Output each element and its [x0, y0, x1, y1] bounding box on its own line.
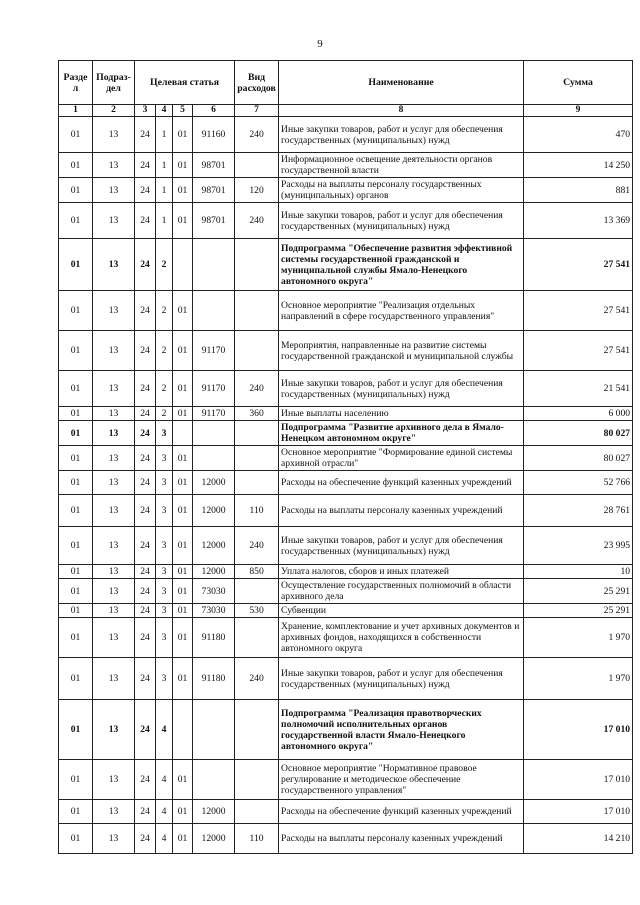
direction-cell: 91160	[193, 117, 235, 153]
subprogram-cell: 4	[156, 824, 173, 854]
subprogram-cell: 1	[156, 153, 173, 178]
expense-type-cell	[235, 471, 279, 495]
expense-type-cell	[235, 618, 279, 658]
header-row	[59, 61, 633, 105]
table-row	[59, 471, 633, 495]
expense-type-cell: 850	[235, 565, 279, 579]
name-cell: Расходы на выплаты персоналу казенных учреждений	[279, 495, 524, 527]
subprogram-cell: 3	[156, 618, 173, 658]
table-row	[59, 604, 633, 618]
expense-type-cell: 530	[235, 604, 279, 618]
header-razdel: Разде л	[59, 61, 93, 105]
direction-cell: 98701	[193, 203, 235, 239]
name-cell: Иные закупки товаров, работ и услуг для обеспечения государственных (муниципальных) нужд	[279, 658, 524, 700]
header-naimenovanie: Наименование	[279, 61, 524, 105]
podrazdel-cell: 13	[93, 471, 135, 495]
program-cell: 24	[135, 446, 156, 471]
razdel-cell: 01	[59, 291, 93, 331]
sum-cell: 1 970	[524, 618, 633, 658]
podrazdel-cell: 13	[93, 331, 135, 371]
razdel-cell: 01	[59, 604, 93, 618]
podrazdel-cell: 13	[93, 527, 135, 565]
header-vid-rashodov: Вид расходов	[235, 61, 279, 105]
subprogram-cell: 3	[156, 446, 173, 471]
program-cell: 24	[135, 824, 156, 854]
subprogram-cell: 1	[156, 117, 173, 153]
expense-type-cell	[235, 331, 279, 371]
subprogram-cell: 3	[156, 658, 173, 700]
table-row	[59, 527, 633, 565]
program-cell: 24	[135, 618, 156, 658]
sum-cell: 27 541	[524, 239, 633, 291]
col-number: 3	[135, 105, 156, 117]
subprogram-cell: 1	[156, 178, 173, 203]
activity-cell	[173, 421, 193, 446]
sum-cell: 25 291	[524, 579, 633, 604]
sum-cell: 23 995	[524, 527, 633, 565]
direction-cell: 98701	[193, 153, 235, 178]
program-cell: 24	[135, 579, 156, 604]
table-row	[59, 658, 633, 700]
sum-cell: 80 027	[524, 421, 633, 446]
subprogram-cell: 3	[156, 421, 173, 446]
razdel-cell: 01	[59, 446, 93, 471]
table-row	[59, 203, 633, 239]
program-cell: 24	[135, 153, 156, 178]
table-row	[59, 371, 633, 407]
podrazdel-cell: 13	[93, 565, 135, 579]
expense-type-cell	[235, 760, 279, 800]
col-number: 6	[193, 105, 235, 117]
expense-type-cell: 240	[235, 371, 279, 407]
direction-cell: 12000	[193, 824, 235, 854]
razdel-cell: 01	[59, 331, 93, 371]
program-cell: 24	[135, 178, 156, 203]
expense-type-cell	[235, 291, 279, 331]
col-number: 9	[524, 105, 633, 117]
razdel-cell: 01	[59, 178, 93, 203]
activity-cell: 01	[173, 604, 193, 618]
name-cell: Расходы на выплаты персоналу государственных (муниципальных) органов	[279, 178, 524, 203]
name-cell: Подпрограмма "Развитие архивного дела в Ямало-Ненецком автономном округе"	[279, 421, 524, 446]
table-body	[59, 117, 633, 854]
subprogram-cell: 3	[156, 471, 173, 495]
activity-cell: 01	[173, 153, 193, 178]
direction-cell: 73030	[193, 579, 235, 604]
name-cell: Основное мероприятие "Реализация отдельных направлений в сфере государственного управления"	[279, 291, 524, 331]
podrazdel-cell: 13	[93, 291, 135, 331]
sum-cell: 17 010	[524, 700, 633, 760]
expense-type-cell	[235, 446, 279, 471]
podrazdel-cell: 13	[93, 579, 135, 604]
name-cell: Подпрограмма "Обеспечение развития эффективной системы государственной гражданской и муниципальной службы Ямало-Ненецкого автономного округа"	[279, 239, 524, 291]
razdel-cell: 01	[59, 153, 93, 178]
activity-cell: 01	[173, 407, 193, 421]
sum-cell: 17 010	[524, 760, 633, 800]
name-cell: Осуществление государственных полномочий в области архивного дела	[279, 579, 524, 604]
expense-type-cell: 240	[235, 117, 279, 153]
activity-cell: 01	[173, 565, 193, 579]
program-cell: 24	[135, 565, 156, 579]
program-cell: 24	[135, 239, 156, 291]
activity-cell: 01	[173, 371, 193, 407]
razdel-cell: 01	[59, 658, 93, 700]
podrazdel-cell: 13	[93, 371, 135, 407]
podrazdel-cell: 13	[93, 760, 135, 800]
direction-cell: 91180	[193, 658, 235, 700]
program-cell: 24	[135, 604, 156, 618]
sum-cell: 6 000	[524, 407, 633, 421]
podrazdel-cell: 13	[93, 446, 135, 471]
direction-cell: 12000	[193, 527, 235, 565]
subprogram-cell: 3	[156, 579, 173, 604]
table-row	[59, 700, 633, 760]
sum-cell: 21 541	[524, 371, 633, 407]
direction-cell: 98701	[193, 178, 235, 203]
expense-type-cell: 110	[235, 824, 279, 854]
direction-cell	[193, 421, 235, 446]
razdel-cell: 01	[59, 824, 93, 854]
activity-cell: 01	[173, 579, 193, 604]
expense-type-cell	[235, 579, 279, 604]
subprogram-cell: 2	[156, 331, 173, 371]
name-cell: Иные закупки товаров, работ и услуг для обеспечения государственных (муниципальных) нужд	[279, 371, 524, 407]
col-number: 8	[279, 105, 524, 117]
podrazdel-cell: 13	[93, 618, 135, 658]
direction-cell	[193, 760, 235, 800]
program-cell: 24	[135, 471, 156, 495]
subprogram-cell: 2	[156, 291, 173, 331]
col-number: 1	[59, 105, 93, 117]
program-cell: 24	[135, 407, 156, 421]
activity-cell: 01	[173, 618, 193, 658]
direction-cell	[193, 239, 235, 291]
col-number: 4	[156, 105, 173, 117]
activity-cell	[173, 239, 193, 291]
razdel-cell: 01	[59, 407, 93, 421]
table-row	[59, 800, 633, 824]
expense-type-cell	[235, 421, 279, 446]
expense-type-cell: 110	[235, 495, 279, 527]
podrazdel-cell: 13	[93, 800, 135, 824]
activity-cell: 01	[173, 824, 193, 854]
activity-cell: 01	[173, 760, 193, 800]
program-cell: 24	[135, 700, 156, 760]
direction-cell: 91170	[193, 407, 235, 421]
podrazdel-cell: 13	[93, 604, 135, 618]
sum-cell: 10	[524, 565, 633, 579]
name-cell: Уплата налогов, сборов и иных платежей	[279, 565, 524, 579]
col-number: 2	[93, 105, 135, 117]
header-celevaya-statya: Целевая статья	[135, 61, 235, 105]
subprogram-cell: 4	[156, 700, 173, 760]
sum-cell: 14 250	[524, 153, 633, 178]
subprogram-cell: 2	[156, 239, 173, 291]
expense-type-cell: 240	[235, 203, 279, 239]
subprogram-cell: 3	[156, 495, 173, 527]
name-cell: Основное мероприятие "Формирование единой системы архивной отрасли"	[279, 446, 524, 471]
activity-cell: 01	[173, 446, 193, 471]
activity-cell: 01	[173, 178, 193, 203]
table-row	[59, 579, 633, 604]
name-cell: Расходы на обеспечение функций казенных учреждений	[279, 471, 524, 495]
activity-cell: 01	[173, 495, 193, 527]
expense-type-cell: 120	[235, 178, 279, 203]
activity-cell: 01	[173, 291, 193, 331]
direction-cell	[193, 446, 235, 471]
podrazdel-cell: 13	[93, 700, 135, 760]
activity-cell: 01	[173, 658, 193, 700]
table-row	[59, 291, 633, 331]
razdel-cell: 01	[59, 618, 93, 658]
activity-cell	[173, 700, 193, 760]
podrazdel-cell: 13	[93, 495, 135, 527]
sum-cell: 28 761	[524, 495, 633, 527]
podrazdel-cell: 13	[93, 824, 135, 854]
table-row	[59, 239, 633, 291]
direction-cell	[193, 700, 235, 760]
name-cell: Расходы на выплаты персоналу казенных учреждений	[279, 824, 524, 854]
podrazdel-cell: 13	[93, 203, 135, 239]
direction-cell: 12000	[193, 495, 235, 527]
razdel-cell: 01	[59, 700, 93, 760]
sum-cell: 27 541	[524, 331, 633, 371]
direction-cell: 91170	[193, 371, 235, 407]
activity-cell: 01	[173, 117, 193, 153]
expense-type-cell	[235, 239, 279, 291]
program-cell: 24	[135, 760, 156, 800]
subprogram-cell: 2	[156, 371, 173, 407]
direction-cell: 91170	[193, 331, 235, 371]
direction-cell	[193, 291, 235, 331]
podrazdel-cell: 13	[93, 239, 135, 291]
subprogram-cell: 1	[156, 203, 173, 239]
podrazdel-cell: 13	[93, 178, 135, 203]
name-cell: Подпрограмма "Реализация правотворческих полномочий исполнительных органов государственной власти Ямало-Ненецкого автономного округа"	[279, 700, 524, 760]
razdel-cell: 01	[59, 239, 93, 291]
table-row	[59, 495, 633, 527]
subprogram-cell: 4	[156, 800, 173, 824]
name-cell: Иные закупки товаров, работ и услуг для обеспечения государственных (муниципальных) нужд	[279, 527, 524, 565]
name-cell: Информационное освещение деятельности органов государственной власти	[279, 153, 524, 178]
razdel-cell: 01	[59, 495, 93, 527]
table-row	[59, 117, 633, 153]
razdel-cell: 01	[59, 203, 93, 239]
expense-type-cell: 240	[235, 527, 279, 565]
table-row	[59, 407, 633, 421]
activity-cell: 01	[173, 527, 193, 565]
direction-cell: 12000	[193, 565, 235, 579]
page-number: 9	[317, 38, 323, 50]
sum-cell: 52 766	[524, 471, 633, 495]
table-row	[59, 178, 633, 203]
direction-cell: 12000	[193, 800, 235, 824]
expense-type-cell: 240	[235, 658, 279, 700]
header-podrazdel: Подраз- дел	[93, 61, 135, 105]
program-cell: 24	[135, 371, 156, 407]
name-cell: Мероприятия, направленные на развитие системы государственной гражданской и муниципальной службы	[279, 331, 524, 371]
program-cell: 24	[135, 117, 156, 153]
name-cell: Субвенции	[279, 604, 524, 618]
activity-cell: 01	[173, 203, 193, 239]
podrazdel-cell: 13	[93, 658, 135, 700]
program-cell: 24	[135, 421, 156, 446]
subprogram-cell: 4	[156, 760, 173, 800]
direction-cell: 91180	[193, 618, 235, 658]
razdel-cell: 01	[59, 527, 93, 565]
podrazdel-cell: 13	[93, 407, 135, 421]
name-cell: Расходы на обеспечение функций казенных учреждений	[279, 800, 524, 824]
sum-cell: 881	[524, 178, 633, 203]
podrazdel-cell: 13	[93, 153, 135, 178]
col-number: 5	[173, 105, 193, 117]
razdel-cell: 01	[59, 760, 93, 800]
sum-cell: 80 027	[524, 446, 633, 471]
razdel-cell: 01	[59, 800, 93, 824]
program-cell: 24	[135, 291, 156, 331]
razdel-cell: 01	[59, 117, 93, 153]
activity-cell: 01	[173, 800, 193, 824]
sum-cell: 25 291	[524, 604, 633, 618]
podrazdel-cell: 13	[93, 117, 135, 153]
subprogram-cell: 2	[156, 407, 173, 421]
subprogram-cell: 3	[156, 527, 173, 565]
expense-type-cell	[235, 153, 279, 178]
program-cell: 24	[135, 331, 156, 371]
expense-type-cell: 360	[235, 407, 279, 421]
name-cell: Хранение, комплектование и учет архивных документов и архивных фондов, находящихся в собственности автономного округа	[279, 618, 524, 658]
sum-cell: 14 210	[524, 824, 633, 854]
podrazdel-cell: 13	[93, 421, 135, 446]
sum-cell: 27 541	[524, 291, 633, 331]
razdel-cell: 01	[59, 579, 93, 604]
budget-table	[58, 60, 633, 854]
name-cell: Иные закупки товаров, работ и услуг для обеспечения государственных (муниципальных) нужд	[279, 117, 524, 153]
table-row	[59, 331, 633, 371]
sum-cell: 17 010	[524, 800, 633, 824]
direction-cell: 73030	[193, 604, 235, 618]
table-row	[59, 153, 633, 178]
col-number: 7	[235, 105, 279, 117]
table-row	[59, 760, 633, 800]
razdel-cell: 01	[59, 565, 93, 579]
activity-cell: 01	[173, 471, 193, 495]
table-row	[59, 565, 633, 579]
name-cell: Иные выплаты населению	[279, 407, 524, 421]
razdel-cell: 01	[59, 471, 93, 495]
activity-cell: 01	[173, 331, 193, 371]
program-cell: 24	[135, 658, 156, 700]
sum-cell: 470	[524, 117, 633, 153]
column-number-row	[59, 105, 633, 117]
expense-type-cell	[235, 800, 279, 824]
name-cell: Основное мероприятие "Нормативное правовое регулирование и методическое обеспечение государственного управления"	[279, 760, 524, 800]
table-row	[59, 618, 633, 658]
program-cell: 24	[135, 203, 156, 239]
table-row	[59, 446, 633, 471]
expense-type-cell	[235, 700, 279, 760]
subprogram-cell: 3	[156, 604, 173, 618]
program-cell: 24	[135, 800, 156, 824]
header-summa: Сумма	[524, 61, 633, 105]
program-cell: 24	[135, 495, 156, 527]
sum-cell: 13 369	[524, 203, 633, 239]
sum-cell: 1 970	[524, 658, 633, 700]
table-row	[59, 824, 633, 854]
direction-cell: 12000	[193, 471, 235, 495]
name-cell: Иные закупки товаров, работ и услуг для обеспечения государственных (муниципальных) нужд	[279, 203, 524, 239]
subprogram-cell: 3	[156, 565, 173, 579]
program-cell: 24	[135, 527, 156, 565]
razdel-cell: 01	[59, 421, 93, 446]
razdel-cell: 01	[59, 371, 93, 407]
table-row	[59, 421, 633, 446]
